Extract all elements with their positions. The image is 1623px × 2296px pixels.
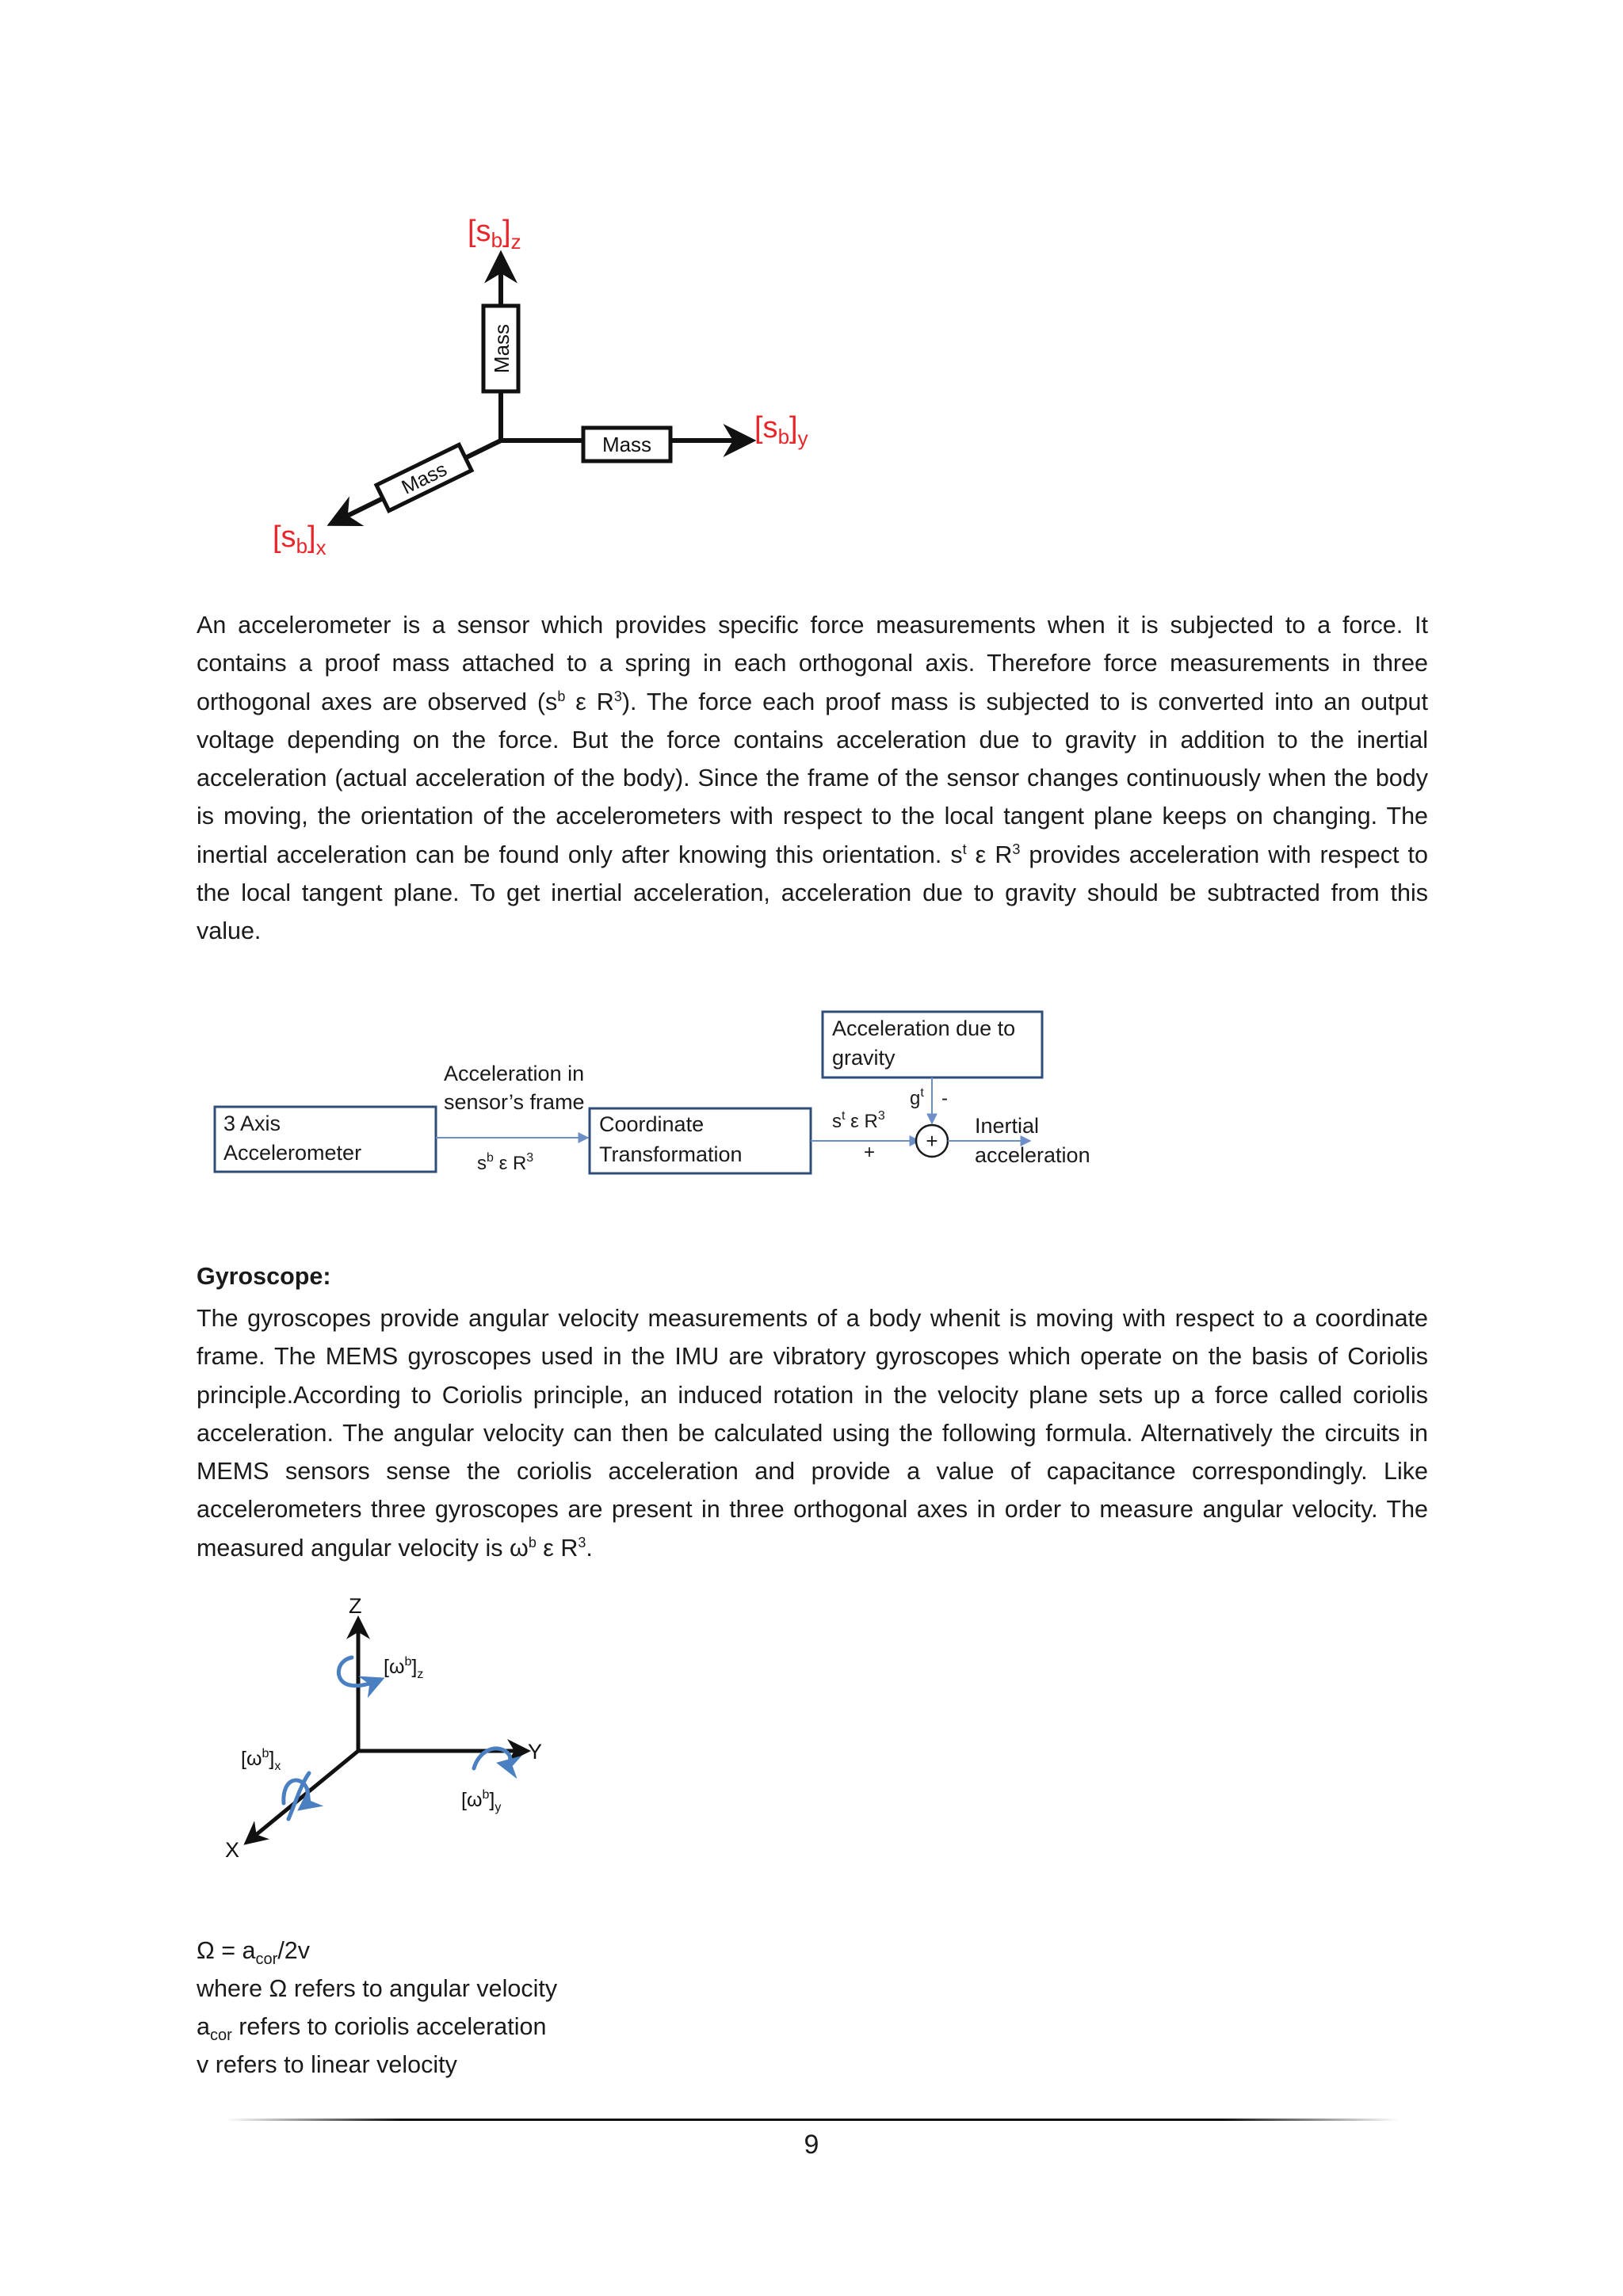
gyro-axis-y-label: Y	[528, 1740, 543, 1764]
gyro-axis-x-label: X	[225, 1838, 240, 1862]
mass-vertical	[483, 306, 518, 391]
sensor-frame-label-1: Acceleration in	[444, 1062, 585, 1085]
mass-horizontal	[583, 428, 670, 461]
formula-line-3: $a_{cor}$ refers to coriolis acceleration	[197, 2013, 547, 2045]
gravity-box-line2: gravity	[832, 1046, 896, 1070]
gravity-box	[823, 1012, 1042, 1077]
summing-junction	[916, 1125, 948, 1157]
formula-line-4: v refers to linear velocity	[197, 2051, 457, 2078]
coord-box-line2: Transformation	[599, 1142, 743, 1166]
label-sb-z: $[s_b]_z$	[468, 215, 521, 254]
plus-sign-label: +	[864, 1142, 876, 1163]
output-label-2: acceleration	[975, 1143, 1090, 1167]
gyro-axes	[247, 1620, 526, 1842]
formula-line-1: $\Omega = a_{cor}/2v$	[197, 1937, 311, 1969]
label-sb-y: $[s_b]_y$	[754, 411, 808, 450]
gyro-axis-z-label: Z	[349, 1594, 362, 1618]
output-label-1: Inertial	[975, 1114, 1040, 1138]
footer-divider	[0, 2115, 1623, 2123]
accelerometer-mass-diagram	[0, 0, 1623, 570]
mass-vertical-label: Mass	[490, 323, 514, 374]
accelerometer-box-line1: 3 Axis	[223, 1112, 281, 1135]
gyro-x-axis	[247, 1751, 358, 1842]
mass-diagonal-label: Mass	[398, 458, 451, 499]
formula-line-2: where Ω refers to angular velocity	[197, 1975, 558, 2002]
st-in-r3-label: $s^t$ ε $R^3$	[832, 1109, 885, 1132]
mass-horizontal-label: Mass	[601, 433, 652, 456]
accelerometer-paragraph: An accelerometer is a sensor which provides specific force measurements when it is subjected to a force. It contains a proof mass attached to a spring in each orthogonal axis. Therefore force measurements in three orthogonal axes are observed ($s^b$ ε $R^3$). The force each proof mass is subjected to is converted into an output voltage depending on the force. But the force contains acceleration due to gravity in addition to the inertial acceleration (actual acceleration of the body). Since the frame of the sensor changes continuously when the body is moving, the orientation of the accelerometers with respect to the local tangent plane keeps on changing. The inertial acceleration can be found only after knowing this orientation. $s^t$ ε $R^3$ provides acceleration with respect to the local tangent plane. To get inertial acceleration, acceleration due to gravity should be subtracted from this value.	[197, 612, 1428, 945]
gyroscope-heading: Gyroscope:	[197, 1263, 331, 1290]
page-number: 9	[804, 2130, 819, 2160]
sensor-frame-label-2: sensor’s frame	[444, 1090, 585, 1114]
omega-x-label: $[\omega^b]_x$	[241, 1747, 281, 1773]
accelerometer-box	[215, 1107, 436, 1172]
minus-sign-label: -	[941, 1088, 948, 1109]
coordinate-transformation-box	[590, 1108, 811, 1173]
sum-symbol: +	[926, 1129, 938, 1153]
gyroscope-axes-diagram	[0, 1577, 1623, 1878]
gt-label: $g^t$	[910, 1086, 924, 1109]
inertial-acceleration-block-diagram	[0, 998, 1623, 1188]
sb-in-r3-label: $s^b$ ε $R^3$	[477, 1151, 534, 1174]
omega-y-label: $[\omega^b]_y$	[461, 1788, 502, 1814]
gravity-box-line1: Acceleration due to	[832, 1016, 1016, 1040]
mass-diagonal	[376, 444, 472, 510]
coord-box-line1: Coordinate	[599, 1112, 705, 1136]
label-sb-x: $[s_b]_x$	[273, 521, 327, 559]
gyroscope-paragraph: The gyroscopes provide angular velocity measurements of a body whenit is moving with respect to a coordinate frame. The MEMS gyroscopes used in the IMU are vibratory gyroscopes which operate on the basis of Coriolis principle.According to Coriolis principle, an induced rotation in the velocity plane sets up a force called coriolis acceleration. The angular velocity can then be calculated using the following formula. Alternatively the circuits in MEMS sensors sense the coriolis acceleration and provide a value of capacitance correspondingly. Like accelerometers three gyroscopes are present in three orthogonal axes in order to measure angular velocity. The measured angular velocity is $\omega^b$ ε $R^3$.	[197, 1305, 1428, 1562]
accelerometer-box-line2: Accelerometer	[223, 1141, 362, 1165]
omega-z-label: $[\omega^b]_z$	[384, 1655, 424, 1681]
